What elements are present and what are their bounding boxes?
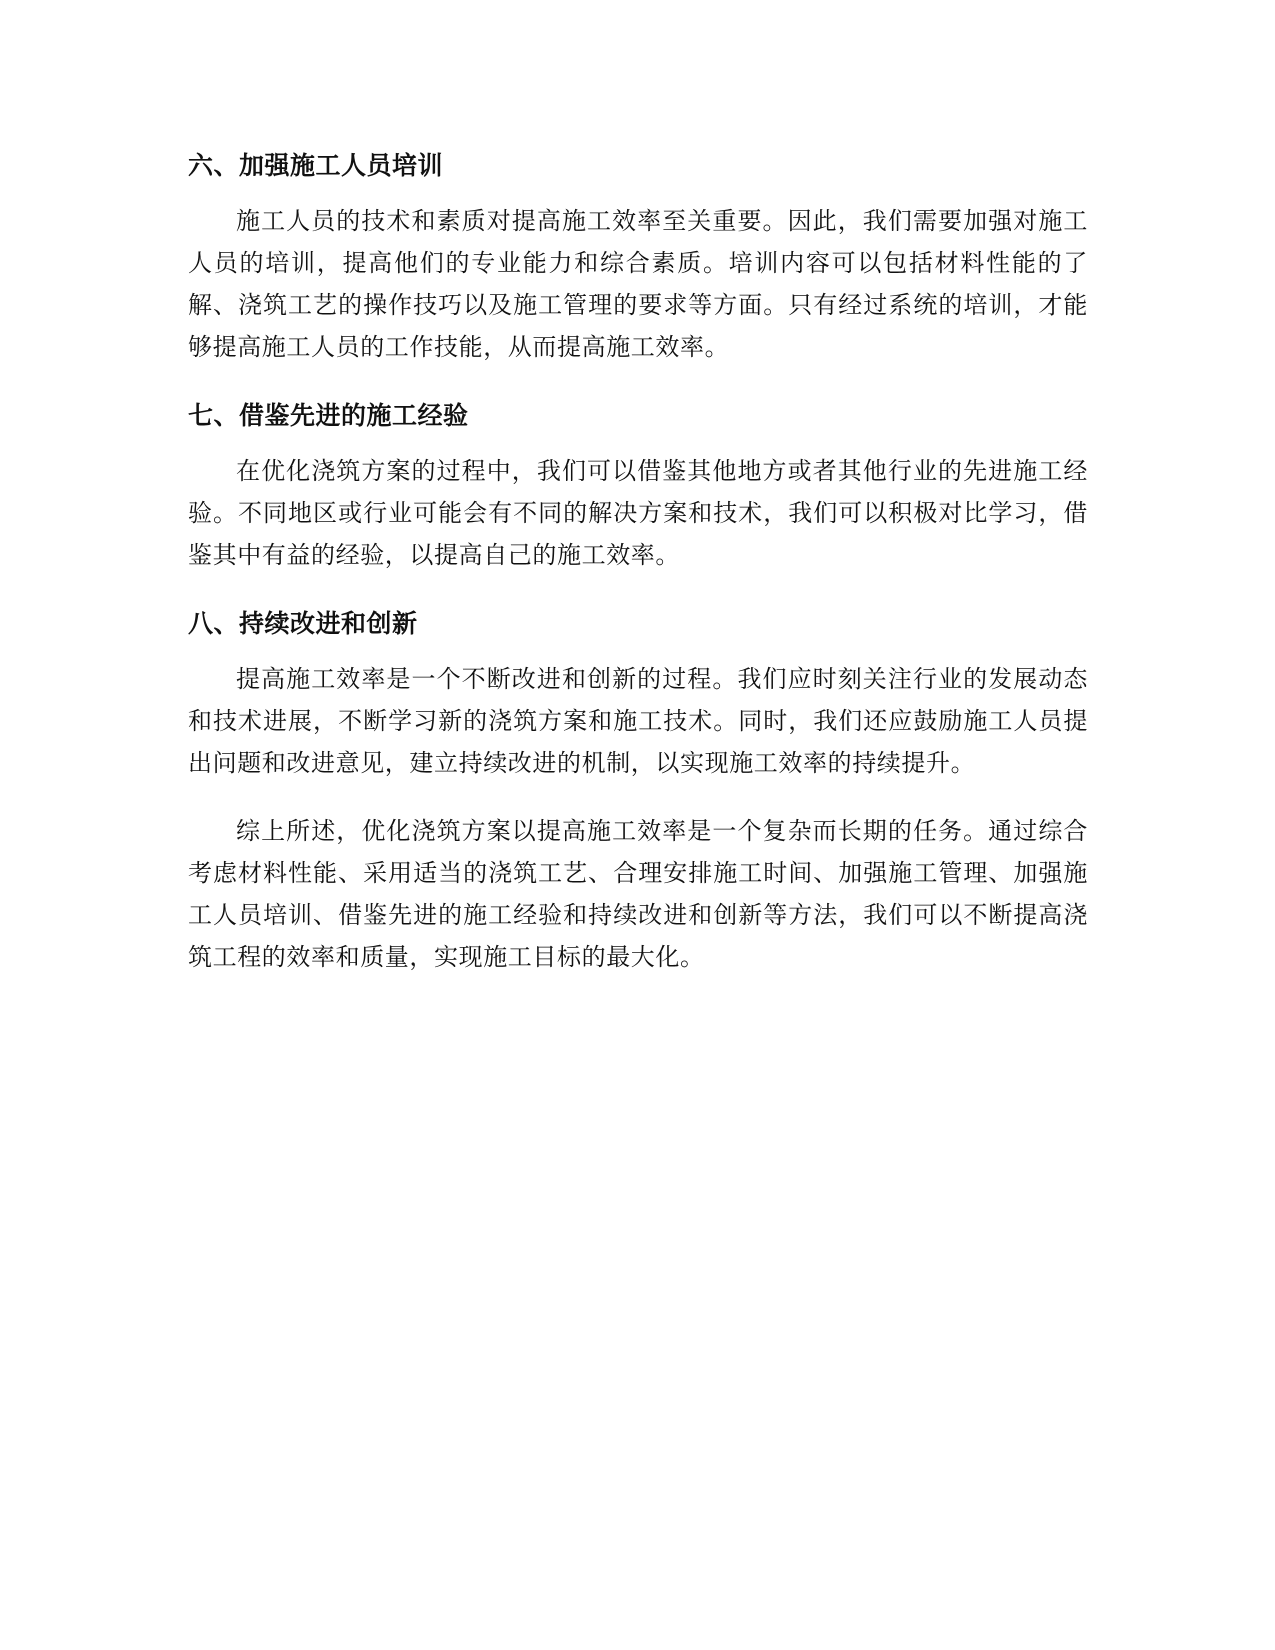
section-heading-8: 八、持续改进和创新 <box>188 609 418 638</box>
section-heading-6: 六、加强施工人员培训 <box>188 151 444 180</box>
section-heading-7: 七、借鉴先进的施工经验 <box>188 401 469 430</box>
conclusion-paragraph: 综上所述，优化浇筑方案以提高施工效率是一个复杂而长期的任务。通过综合考虑材料性能、采用适当的浇筑工艺、合理安排施工时间、加强施工管理、加强施工人员培训、借鉴先进的施工经验和持续改进和创新等方法，我们可以不断提高浇筑工程的效率和质量，实现施工目标的最大化。 <box>188 817 1088 971</box>
section-paragraph-7: 在优化浇筑方案的过程中，我们可以借鉴其他地方或者其他行业的先进施工经验。不同地区或行业可能会有不同的解决方案和技术，我们可以积极对比学习，借鉴其中有益的经验，以提高自己的施工效率。 <box>188 457 1088 569</box>
document-body <box>188 146 1088 1004</box>
section-paragraph-6: 施工人员的技术和素质对提高施工效率至关重要。因此，我们需要加强对施工人员的培训，提高他们的专业能力和综合素质。培训内容可以包括材料性能的了解、浇筑工艺的操作技巧以及施工管理的要求等方面。只有经过系统的培训，才能够提高施工人员的工作技能，从而提高施工效率。 <box>188 207 1088 361</box>
section-paragraph-8: 提高施工效率是一个不断改进和创新的过程。我们应时刻关注行业的发展动态和技术进展，不断学习新的浇筑方案和施工技术。同时，我们还应鼓励施工人员提出问题和改进意见，建立持续改进的机制，以实现施工效率的持续提升。 <box>188 665 1088 777</box>
